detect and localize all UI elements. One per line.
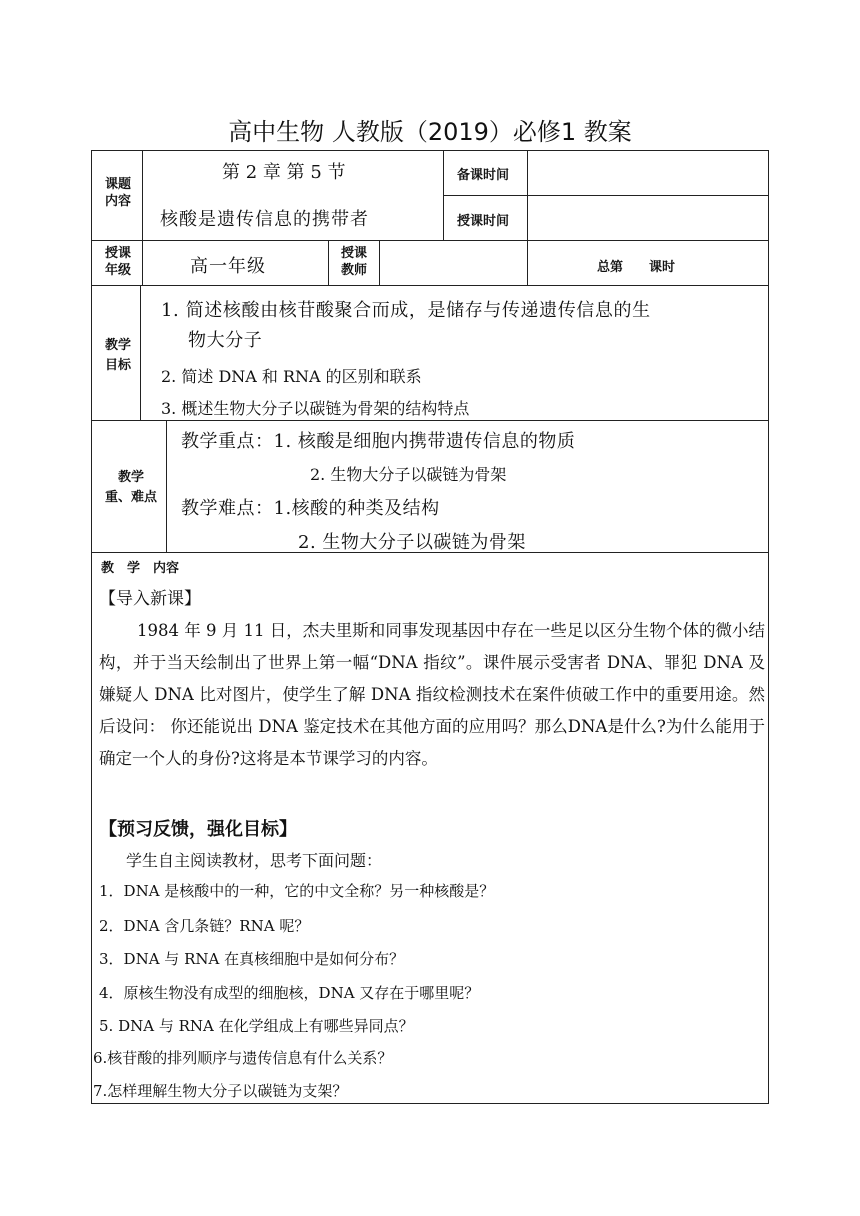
row-divider-prep-teach: [443, 195, 769, 196]
preview-intro: 学生自主阅读教材，思考下面问题：: [126, 851, 383, 870]
objective-item: 3. 概述生物大分子以碳链为骨架的结构特点: [161, 399, 470, 418]
question-item: 1．DNA 是核酸中的一种，它的中文全称？另一种核酸是？: [99, 882, 495, 900]
preview-heading: 【预习反馈，强化目标】: [99, 819, 297, 840]
intro-paragraph: 1984 年 9 月 11 日，杰夫里斯和同事发现基因中存在一些足以区分生物个体的微小结构，并于当天绘制出了世界上第一幅“DNA 指纹”。课件展示受害者 DNA、罪犯 DNA 及嫌疑人 DNA 比对图片，使学生了解 DNA 指纹检测技术在案件侦破工作中的重要用途。然后设问： 你还能说出 DNA 鉴定技术在其他方面的应用吗？那么DNA是什么?为什么能用于确定一个人的身份?这将是本节课学习的内容。: [99, 621, 765, 768]
difficulty-point: 教学难点：1.核酸的种类及结构: [181, 498, 440, 519]
difficulty-point: 2. 生物大分子以碳链为骨架: [298, 532, 526, 553]
col-divider-7: [140, 285, 141, 420]
grade-label: 授课 年级: [104, 246, 131, 278]
objectives-label: 教学 目标: [104, 338, 131, 373]
topic-label: 课题 内容: [104, 177, 131, 209]
objective-item: 物大分子: [188, 330, 263, 351]
col-divider-6: [527, 240, 528, 285]
col-divider-4: [328, 240, 329, 285]
prep-time-label: 备课时间: [457, 168, 510, 183]
content-label: 教 学 内容: [101, 561, 180, 576]
total-period: 总第 课时: [597, 260, 676, 275]
teach-time-label: 授课时间: [457, 214, 510, 229]
question-item: 4．原核生物没有成型的细胞核，DNA 又存在于哪里呢？: [99, 984, 480, 1002]
objective-item: 2. 简述 DNA 和 RNA 的区别和联系: [161, 367, 422, 386]
lesson-title: 核酸是遗传信息的携带者: [160, 209, 369, 230]
row-divider-grade: [91, 285, 769, 286]
question-item: 5. DNA 与 RNA 在化学组成上有哪些异同点？: [99, 1017, 414, 1035]
question-item: 6.核苷酸的排列顺序与遗传信息有什么关系？: [93, 1049, 393, 1067]
grade-value: 高一年级: [190, 256, 266, 277]
focus-point: 2. 生物大分子以碳链为骨架: [310, 465, 507, 484]
row-divider-topic: [91, 240, 769, 241]
question-item: 2．DNA 含几条链？RNA 呢？: [99, 917, 310, 935]
focus-point: 教学重点：1. 核酸是细胞内携带遗传信息的物质: [181, 431, 576, 452]
document-title: 高中生物 人教版（2019）必修1 教案: [228, 118, 632, 146]
row-divider-objectives: [91, 420, 769, 421]
question-item: 7.怎样理解生物大分子以碳链为支架？: [93, 1082, 348, 1100]
col-divider-8: [166, 420, 167, 552]
teacher-label: 授课 教师: [340, 246, 367, 278]
question-item: 3．DNA 与 RNA 在真核细胞中是如何分布？: [99, 950, 405, 968]
col-divider-5: [379, 240, 380, 285]
objective-item: 1. 简述核酸由核苷酸聚合而成，是储存与传递遗传信息的生: [161, 300, 651, 321]
intro-heading: 【导入新课】: [99, 589, 201, 609]
col-divider-1: [142, 150, 143, 285]
col-divider-3: [527, 150, 528, 240]
chapter-text: 第 2 章 第 5 节: [222, 162, 346, 183]
col-divider-2: [443, 150, 444, 240]
keypoints-label: 教学 重、难点: [104, 470, 157, 505]
